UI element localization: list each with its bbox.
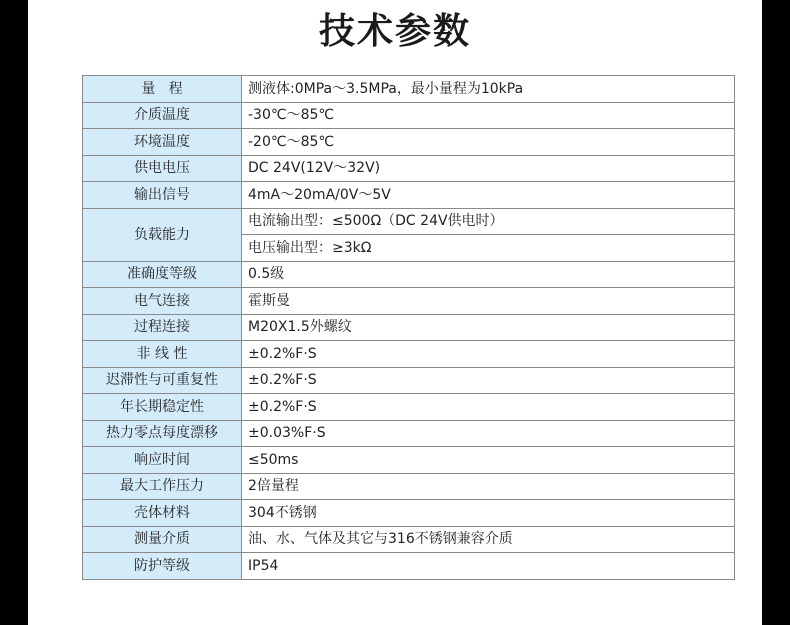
- spec-value: 304不锈钢: [242, 500, 735, 527]
- spec-label: 年长期稳定性: [83, 394, 242, 421]
- spec-value: ±0.03%F·S: [242, 420, 735, 447]
- spec-label: 环境温度: [83, 129, 242, 156]
- table-row: [83, 288, 735, 315]
- spec-label: 热力零点每度漂移: [83, 420, 242, 447]
- spec-label: 负载能力: [83, 208, 242, 261]
- spec-label: 输出信号: [83, 182, 242, 209]
- spec-value: 霍斯曼: [242, 288, 735, 315]
- table-row: [83, 367, 735, 394]
- spec-value: 0.5级: [242, 261, 735, 288]
- table-row: [83, 473, 735, 500]
- spec-value: 电压输出型：≥3kΩ: [242, 235, 735, 262]
- table-row: [83, 420, 735, 447]
- spec-value: 油、水、气体及其它与316不锈钢兼容介质: [242, 526, 735, 553]
- spec-label: 响应时间: [83, 447, 242, 474]
- spec-value: M20X1.5外螺纹: [242, 314, 735, 341]
- table-row: [83, 553, 735, 580]
- spec-value: ≤50ms: [242, 447, 735, 474]
- spec-value: 2倍量程: [242, 473, 735, 500]
- spec-table: [82, 75, 735, 580]
- spec-label: 壳体材料: [83, 500, 242, 527]
- spec-label: 最大工作压力: [83, 473, 242, 500]
- table-row: [83, 394, 735, 421]
- spec-value: -20℃～85℃: [242, 129, 735, 156]
- spec-value: ±0.2%F·S: [242, 341, 735, 368]
- spec-label: 电气连接: [83, 288, 242, 315]
- table-row: [83, 155, 735, 182]
- page-title: 技术参数: [318, 11, 471, 52]
- spec-label: 过程连接: [83, 314, 242, 341]
- spec-label: 准确度等级: [83, 261, 242, 288]
- table-row: [83, 526, 735, 553]
- spec-value: DC 24V(12V～32V): [242, 155, 735, 182]
- spec-value: 电流输出型：≤500Ω（DC 24V供电时）: [242, 208, 735, 235]
- spec-value: 4mA～20mA/0V～5V: [242, 182, 735, 209]
- spec-label: 介质温度: [83, 102, 242, 129]
- spec-value: 测液体:0MPa～3.5MPa，最小量程为10kPa: [242, 76, 735, 103]
- spec-label: 非 线 性: [83, 341, 242, 368]
- table-row: [83, 261, 735, 288]
- table-row: [83, 341, 735, 368]
- spec-label: 量 程: [83, 76, 242, 103]
- spec-label: 防护等级: [83, 553, 242, 580]
- table-row: [83, 208, 735, 235]
- spec-label: 测量介质: [83, 526, 242, 553]
- spec-value: ±0.2%F·S: [242, 394, 735, 421]
- table-row: [83, 76, 735, 103]
- table-row: [83, 102, 735, 129]
- spec-value: ±0.2%F·S: [242, 367, 735, 394]
- spec-label: 迟滞性与可重复性: [83, 367, 242, 394]
- table-row: [83, 314, 735, 341]
- spec-label: 供电电压: [83, 155, 242, 182]
- spec-value: IP54: [242, 553, 735, 580]
- table-row: [83, 129, 735, 156]
- spec-panel: [28, 0, 762, 625]
- table-row: [83, 182, 735, 209]
- spec-value: -30℃～85℃: [242, 102, 735, 129]
- table-row: [83, 500, 735, 527]
- table-row: [83, 447, 735, 474]
